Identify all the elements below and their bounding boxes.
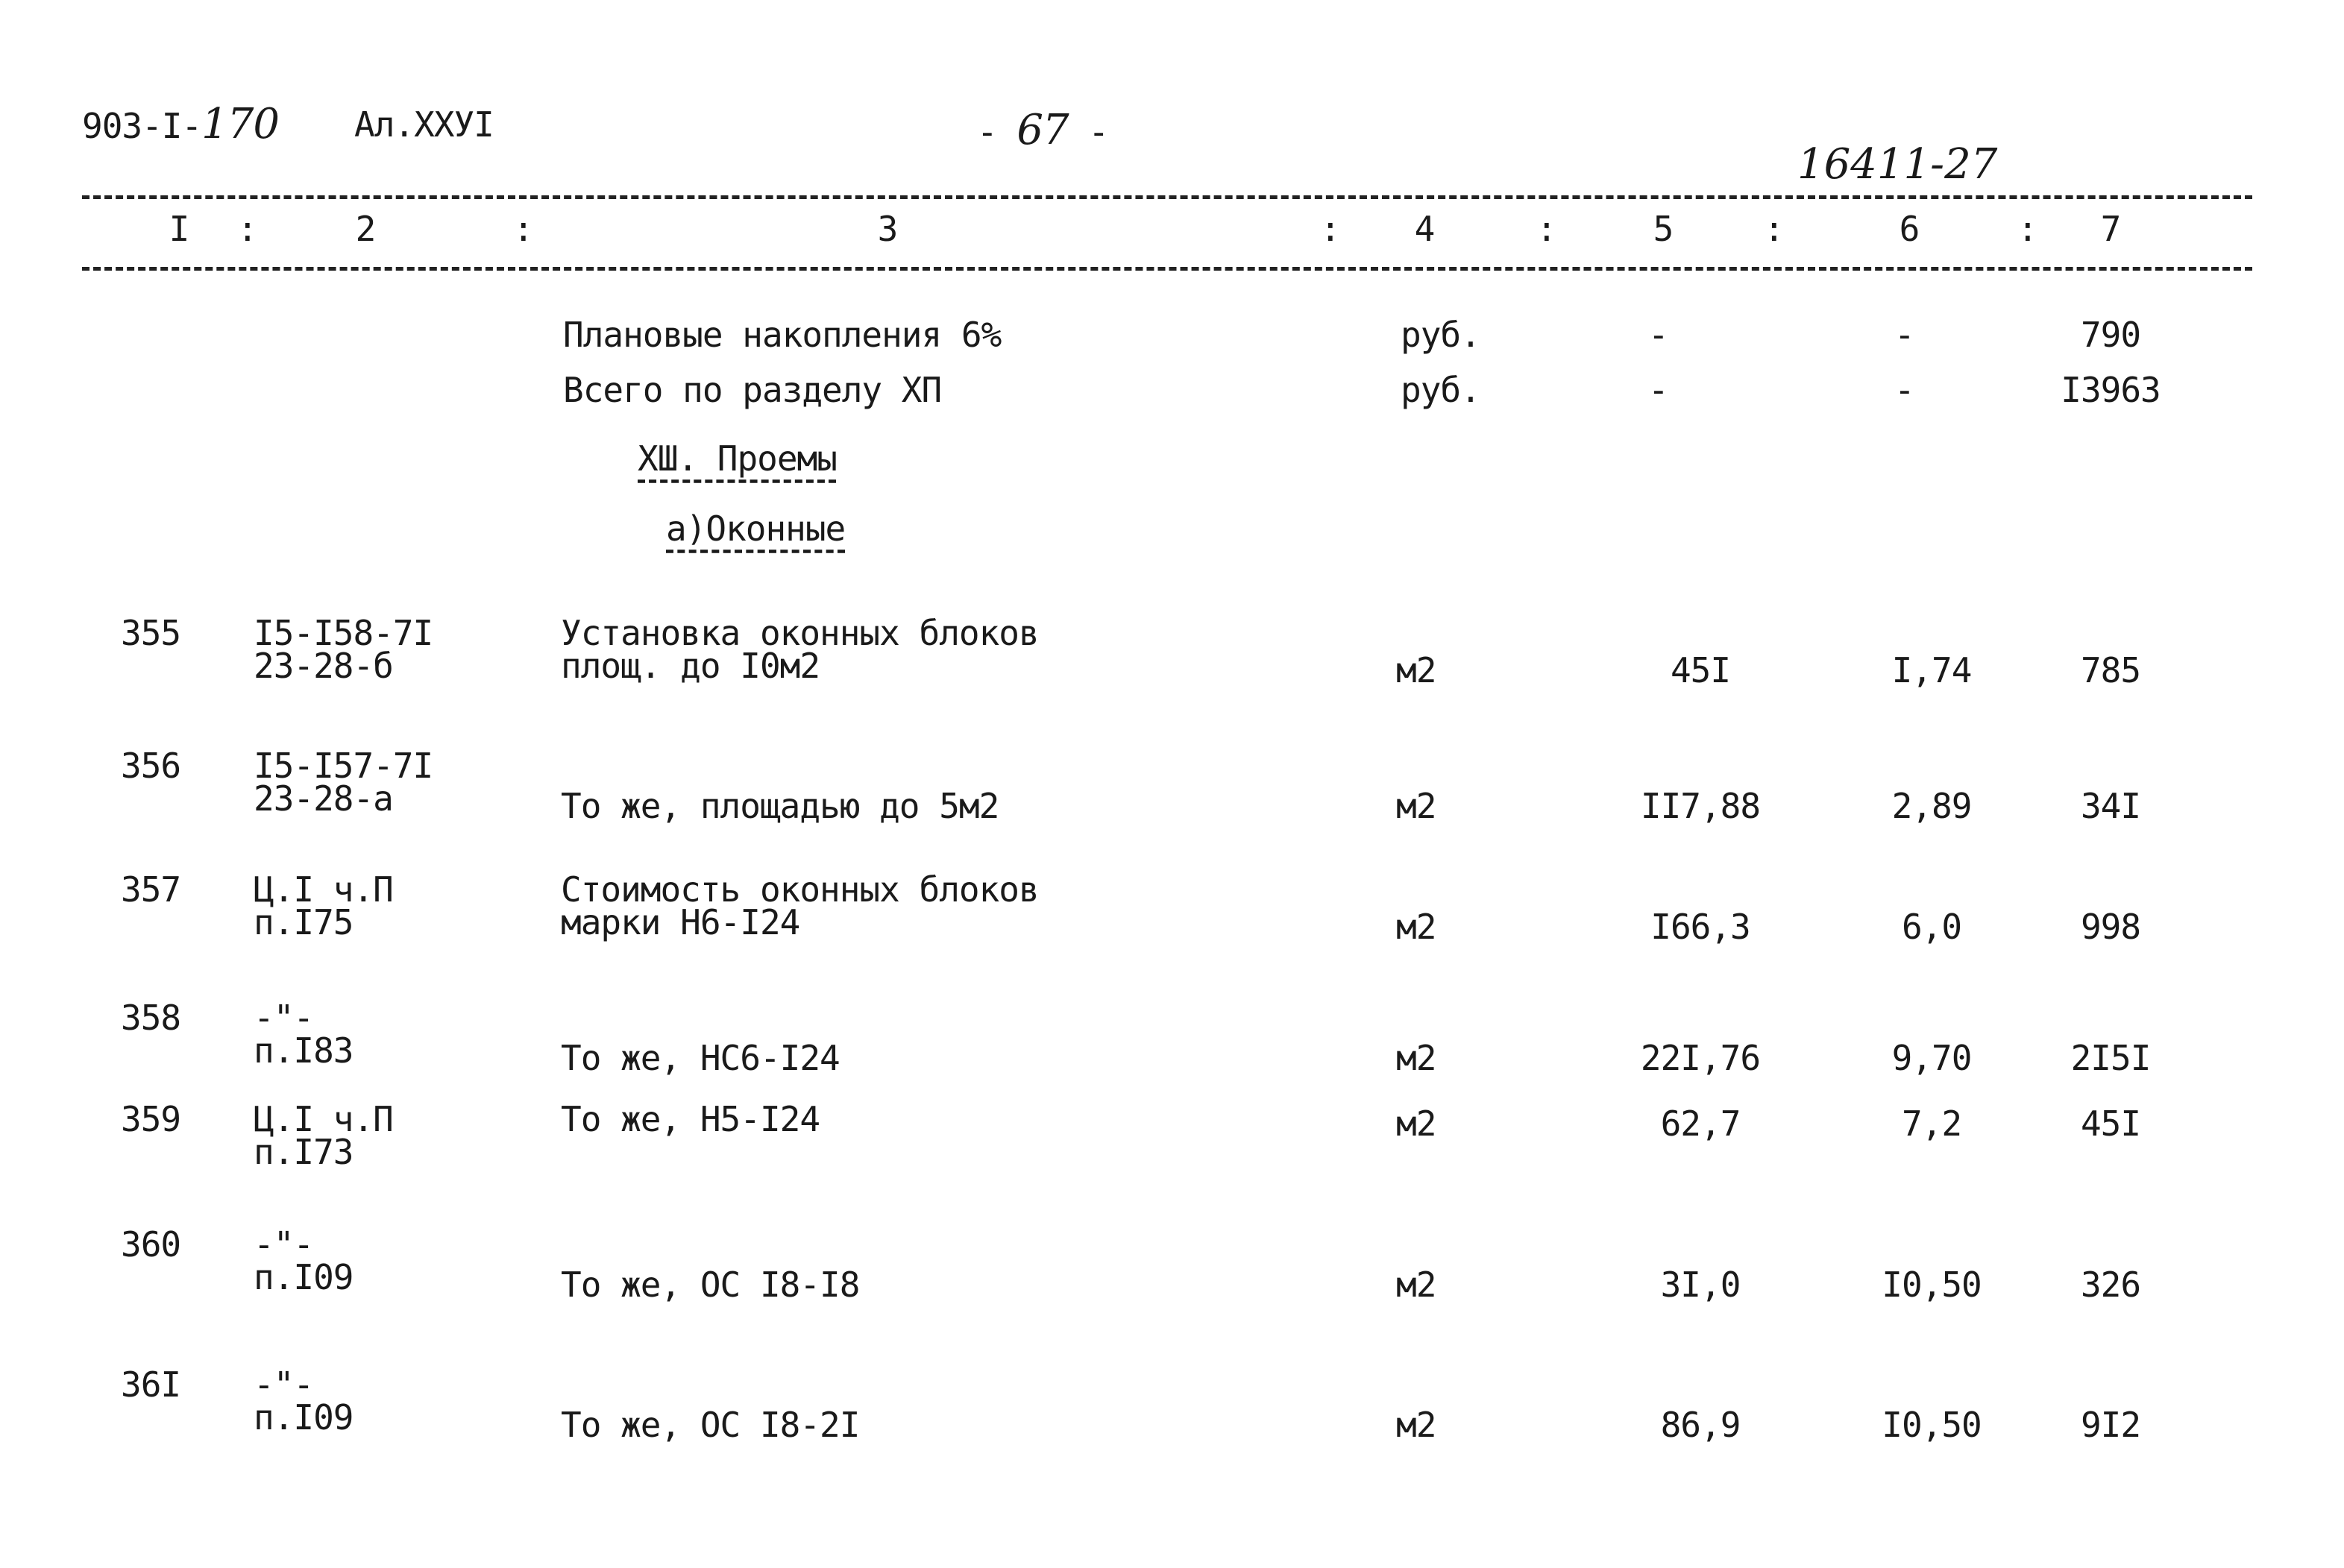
archive-number: 16411-27 <box>1797 140 1998 189</box>
row-price: 7,2 <box>1901 1103 1962 1144</box>
top-rule <box>82 195 2252 199</box>
row-code: -"- <box>254 998 314 1038</box>
row-description: То же, ОС I8-2I <box>561 1405 860 1445</box>
row-code: I5-I58-7I <box>254 613 433 653</box>
row-quantity: 3I,0 <box>1660 1265 1741 1305</box>
row-code: -"- <box>254 1224 314 1265</box>
row-description: То же, Н5-I24 <box>561 1099 820 1139</box>
row-total: 785 <box>2080 650 2141 690</box>
column-separator: : <box>1764 209 1784 249</box>
row-price: 9,70 <box>1891 1038 1972 1078</box>
column-header: I <box>169 209 189 249</box>
column-separator: : <box>1320 209 1340 249</box>
row-number: 359 <box>121 1099 181 1139</box>
subsection-title: а)Оконные <box>666 509 846 549</box>
row-number: 356 <box>121 746 181 786</box>
page-dash-right: - <box>1088 112 1109 152</box>
row-code: Ц.I ч.П <box>254 869 393 910</box>
row-quantity: 62,7 <box>1660 1103 1741 1144</box>
page-number-value: 67 <box>1017 106 1069 154</box>
section-title: XШ. Проемы <box>638 438 837 479</box>
summary-price: - <box>1894 370 1914 410</box>
row-quantity: II7,88 <box>1640 786 1761 826</box>
row-total: 45I <box>2080 1103 2141 1144</box>
row-quantity: 22I,76 <box>1640 1038 1761 1078</box>
album-label: Ал.XXУI <box>354 104 494 145</box>
column-separator: : <box>2017 209 2037 249</box>
summary-description: Всего по разделу XП <box>563 370 942 410</box>
column-header: 7 <box>2100 209 2121 249</box>
row-total: 326 <box>2080 1265 2141 1305</box>
row-total: 998 <box>2080 907 2141 947</box>
column-header: 6 <box>1899 209 1920 249</box>
row-description: марки Н6-I24 <box>561 902 800 942</box>
column-header: 4 <box>1414 209 1435 249</box>
row-number: 36I <box>121 1364 181 1405</box>
row-code: п.I09 <box>254 1397 354 1438</box>
row-unit: м2 <box>1396 1103 1436 1144</box>
row-description: То же, площадью до 5м2 <box>561 786 999 826</box>
summary-quantity: - <box>1648 370 1668 410</box>
row-code: I5-I57-7I <box>254 746 433 786</box>
page-dash-left: - <box>977 112 997 152</box>
row-code: п.I75 <box>254 902 354 942</box>
row-quantity: 86,9 <box>1660 1405 1741 1445</box>
row-description: То же, ОС I8-I8 <box>561 1265 860 1305</box>
row-code: -"- <box>254 1364 314 1405</box>
row-unit: м2 <box>1396 1038 1436 1078</box>
summary-quantity: - <box>1648 315 1668 355</box>
document-code-handwritten: 170 <box>201 100 280 148</box>
column-separator: : <box>1536 209 1556 249</box>
column-header: 2 <box>355 209 376 249</box>
row-code: п.I09 <box>254 1257 354 1297</box>
row-quantity: 45I <box>1670 650 1731 690</box>
row-price: 6,0 <box>1901 907 1962 947</box>
header-bottom-rule <box>82 267 2252 271</box>
row-number: 357 <box>121 869 181 910</box>
row-description: То же, НС6-I24 <box>561 1038 840 1078</box>
document-code-printed: 903-I- <box>82 106 202 146</box>
row-number: 355 <box>121 613 181 653</box>
row-total: 34I <box>2080 786 2141 826</box>
summary-description: Плановые накопления 6% <box>563 315 1002 355</box>
row-price: I0,50 <box>1882 1265 1982 1305</box>
row-description: площ. до I0м2 <box>561 646 820 686</box>
row-code: п.I73 <box>254 1132 354 1172</box>
column-header: 3 <box>877 209 898 249</box>
summary-price: - <box>1894 315 1914 355</box>
row-unit: м2 <box>1396 1265 1436 1305</box>
page-number <box>977 106 1109 154</box>
row-total: 9I2 <box>2080 1405 2141 1445</box>
row-unit: м2 <box>1396 786 1436 826</box>
row-price: I,74 <box>1891 650 1972 690</box>
document-code <box>82 100 280 148</box>
row-description: Стоимость оконных блоков <box>561 869 1039 910</box>
row-price: I0,50 <box>1882 1405 1982 1445</box>
column-separator: : <box>237 209 257 249</box>
row-unit: м2 <box>1396 650 1436 690</box>
column-header: 5 <box>1653 209 1674 249</box>
row-code: 23-28-а <box>254 778 393 819</box>
row-unit: м2 <box>1396 907 1436 947</box>
summary-unit: руб. <box>1401 315 1480 355</box>
row-description: Установка оконных блоков <box>561 613 1039 653</box>
summary-total: I3963 <box>2061 370 2161 410</box>
row-price: 2,89 <box>1891 786 1972 826</box>
row-code: п.I83 <box>254 1030 354 1071</box>
row-unit: м2 <box>1396 1405 1436 1445</box>
summary-unit: руб. <box>1401 370 1480 410</box>
row-number: 358 <box>121 998 181 1038</box>
row-number: 360 <box>121 1224 181 1265</box>
row-quantity: I66,3 <box>1650 907 1750 947</box>
row-code: Ц.I ч.П <box>254 1099 393 1139</box>
column-separator: : <box>513 209 533 249</box>
row-code: 23-28-б <box>254 646 393 686</box>
row-total: 2I5I <box>2070 1038 2151 1078</box>
summary-total: 790 <box>2080 315 2141 355</box>
